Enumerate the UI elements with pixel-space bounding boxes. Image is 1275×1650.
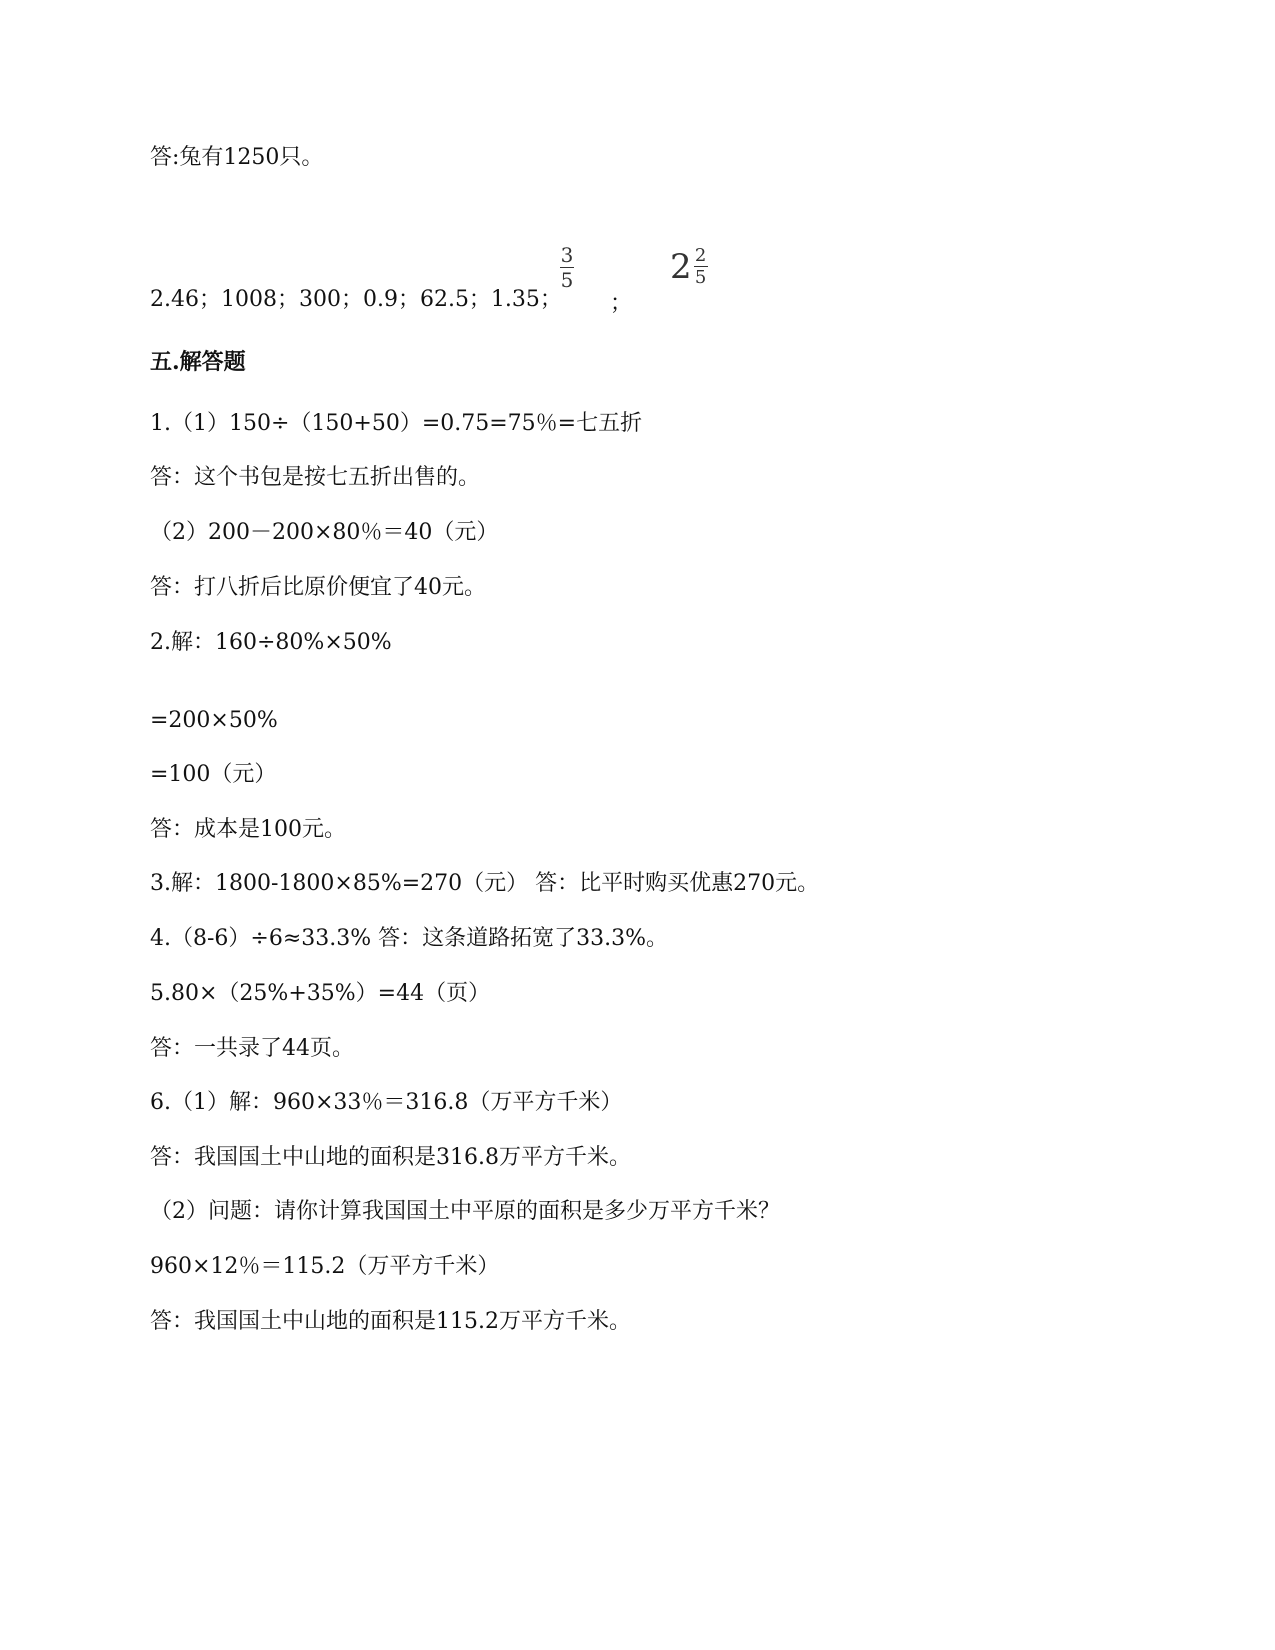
fill-in-answers: 2.46；1008；300；0.9；62.5；1.35； bbox=[150, 287, 562, 312]
q1-part2-answer: 答：打八折后比原价便宜了40元。 bbox=[150, 575, 486, 600]
mixed-fraction bbox=[694, 246, 708, 287]
q4-calc-answer: 4.（8-6）÷6≈33.3% 答：这条道路拓宽了33.3%。 bbox=[150, 926, 669, 951]
q1-part2-calc: （2）200－200×80％＝40（元） bbox=[150, 520, 499, 545]
q2-calc-step2: =200×50% bbox=[150, 708, 278, 733]
q1-part1-calc: 1.（1）150÷（150+50）=0.75=75％=七五折 bbox=[150, 411, 643, 436]
fraction-numerator: 2 bbox=[694, 245, 707, 266]
fraction-denominator: 5 bbox=[560, 268, 574, 292]
fraction-denominator: 5 bbox=[694, 267, 707, 288]
fraction-three-fifths bbox=[560, 244, 574, 291]
q2-calc-step1: 2.解：160÷80%×50% bbox=[150, 630, 392, 655]
q6-part2-question: （2）问题：请你计算我国国土中平原的面积是多少万平方千米？ bbox=[150, 1199, 780, 1224]
q5-answer: 答：一共录了44页。 bbox=[150, 1036, 354, 1061]
mixed-number-two-and-two-fifths bbox=[670, 246, 708, 287]
fraction-numerator: 3 bbox=[560, 243, 574, 267]
q6-part2-calc: 960×12％＝115.2（万平方千米） bbox=[150, 1254, 500, 1279]
q2-calc-step3: =100（元） bbox=[150, 762, 277, 787]
q1-part1-answer: 答：这个书包是按七五折出售的。 bbox=[150, 465, 481, 490]
q5-calc: 5.80×（25%+35%）=44（页） bbox=[150, 981, 491, 1006]
q6-part1-calc: 6.（1）解：960×33％＝316.8（万平方千米） bbox=[150, 1090, 623, 1115]
mixed-whole: 2 bbox=[670, 246, 692, 287]
q6-part1-answer: 答：我国国土中山地的面积是316.8万平方千米。 bbox=[150, 1145, 631, 1170]
fraction-separator: ； bbox=[610, 291, 633, 316]
q2-answer: 答：成本是100元。 bbox=[150, 817, 346, 842]
q3-calc-answer: 3.解：1800-1800×85%=270（元） 答：比平时购买优惠270元。 bbox=[150, 871, 820, 896]
rabbit-answer: 答:兔有1250只。 bbox=[150, 145, 324, 170]
q6-part2-answer: 答：我国国土中山地的面积是115.2万平方千米。 bbox=[150, 1309, 631, 1334]
section-heading: 五.解答题 bbox=[150, 349, 246, 375]
